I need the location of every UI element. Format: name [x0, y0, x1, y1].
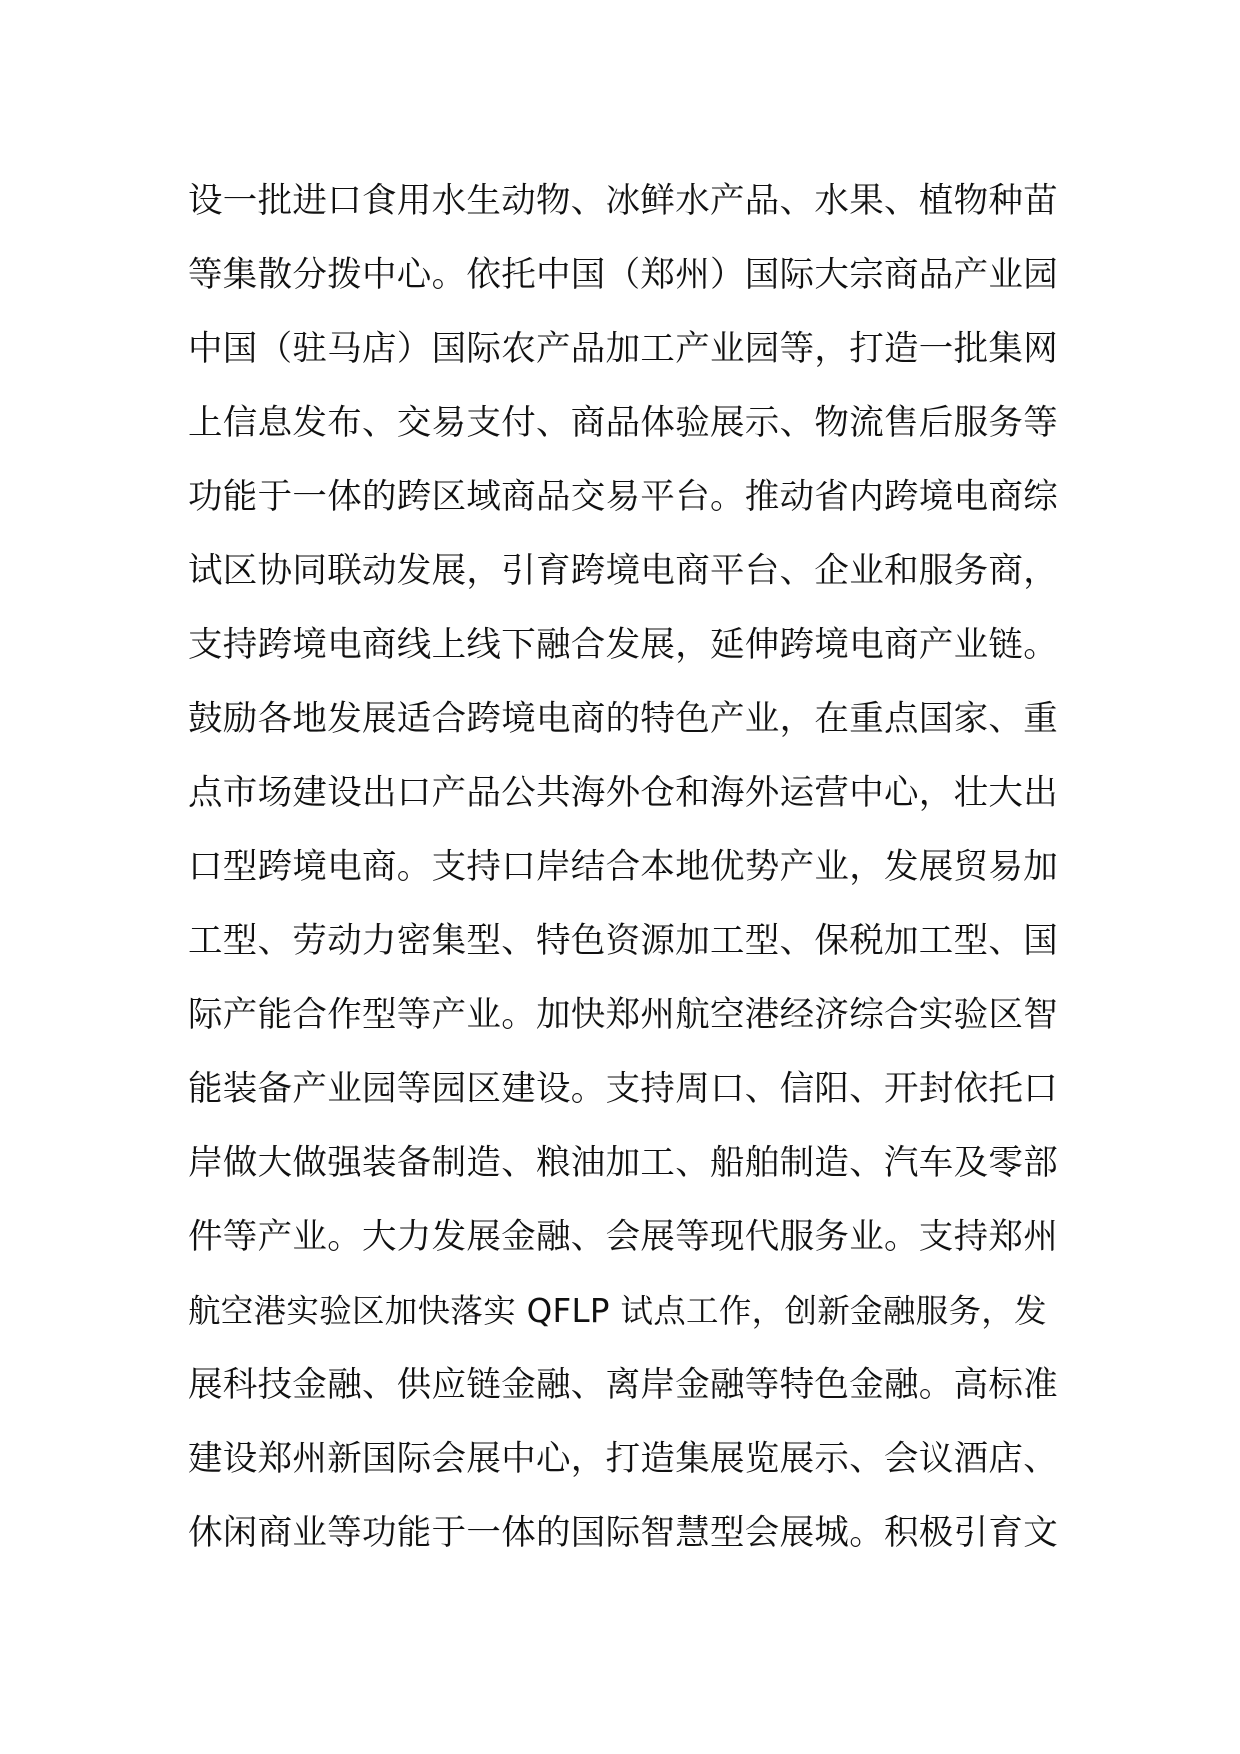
text-line: 点市场建设出口产品公共海外仓和海外运营中心，壮大出 — [188, 773, 1058, 813]
text-line: 建设郑州新国际会展中心，打造集展览展示、会议酒店、 — [188, 1439, 1058, 1479]
text-line: 休闲商业等功能于一体的国际智慧型会展城。积极引育文 — [188, 1513, 1058, 1553]
text-line: 展科技金融、供应链金融、离岸金融等特色金融。高标准 — [188, 1365, 1058, 1405]
text-line: 口型跨境电商。支持口岸结合本地优势产业，发展贸易加 — [188, 847, 1058, 887]
body-text — [188, 164, 1058, 1570]
text-line: 航空港实验区加快落实 QFLP 试点工作，创新金融服务，发 — [188, 1292, 1047, 1330]
text-line: 际产能合作型等产业。加快郑州航空港经济综合实验区智 — [188, 995, 1058, 1035]
text-line: 中国（驻马店）国际农产品加工产业园等，打造一批集网 — [188, 329, 1058, 369]
text-line: 上信息发布、交易支付、商品体验展示、物流售后服务等 — [188, 403, 1058, 443]
text-line: 能装备产业园等园区建设。支持周口、信阳、开封依托口 — [188, 1069, 1058, 1109]
text-line: 支持跨境电商线上线下融合发展，延伸跨境电商产业链。 — [188, 625, 1058, 665]
text-line: 件等产业。大力发展金融、会展等现代服务业。支持郑州 — [188, 1217, 1058, 1257]
text-line: 设一批进口食用水生动物、冰鲜水产品、水果、植物种苗 — [188, 181, 1058, 221]
text-line: 功能于一体的跨区域商品交易平台。推动省内跨境电商综 — [188, 477, 1058, 517]
text-line: 等集散分拨中心。依托中国（郑州）国际大宗商品产业园 — [188, 255, 1058, 295]
text-line: 岸做大做强装备制造、粮油加工、船舶制造、汽车及零部 — [188, 1143, 1058, 1183]
text-line: 鼓励各地发展适合跨境电商的特色产业，在重点国家、重 — [188, 699, 1058, 739]
text-line: 工型、劳动力密集型、特色资源加工型、保税加工型、国 — [188, 921, 1058, 961]
text-line: 试区协同联动发展，引育跨境电商平台、企业和服务商， — [188, 551, 1058, 591]
